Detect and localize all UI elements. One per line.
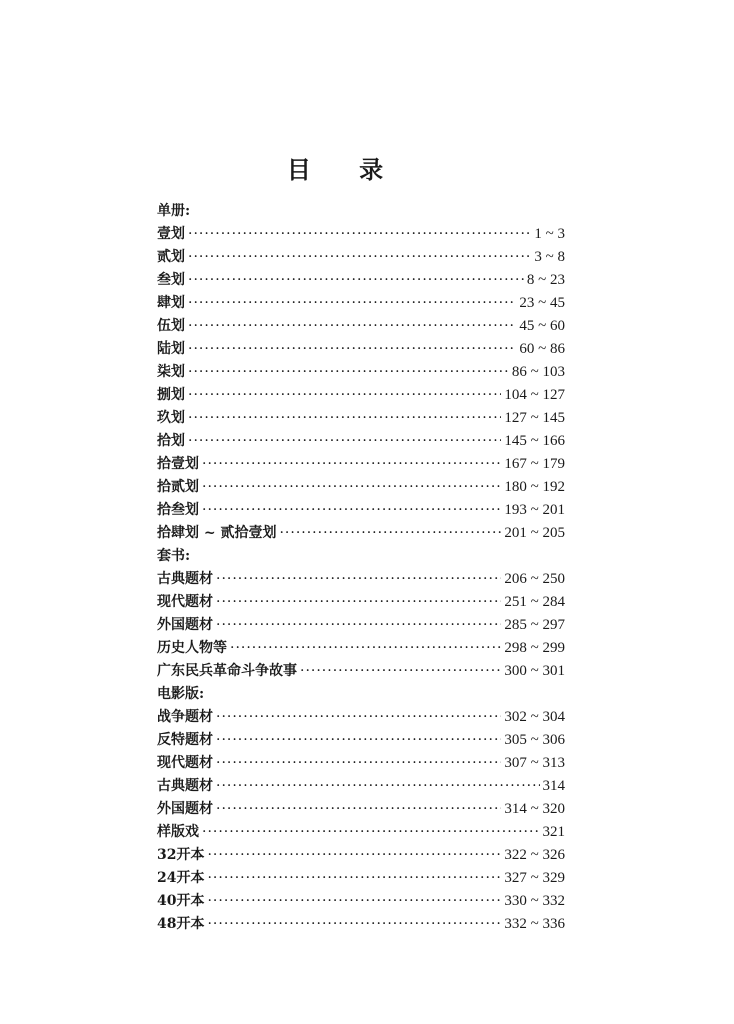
toc-entry <box>157 430 565 453</box>
dot-leader <box>188 292 516 315</box>
dot-leader <box>230 637 501 660</box>
toc-entry <box>157 729 565 752</box>
entry-pages: 300 ~ 301 <box>504 663 565 679</box>
entry-pages: 167 ~ 179 <box>504 456 565 472</box>
entry-label: 壹划 <box>157 226 185 242</box>
entry-pages: 307 ~ 313 <box>504 755 565 771</box>
toc-entry <box>157 913 565 936</box>
toc-entry <box>157 522 565 545</box>
dot-leader <box>188 246 531 269</box>
toc-entry <box>157 890 565 913</box>
entry-pages: 206 ~ 250 <box>504 571 565 587</box>
entry-pages: 330 ~ 332 <box>504 893 565 909</box>
entry-label: 拾贰划 <box>157 479 199 495</box>
dot-leader <box>202 476 501 499</box>
entry-label: 样版戏 <box>157 824 199 840</box>
entry-label: 32开本 <box>157 847 205 863</box>
entry-pages: 60 ~ 86 <box>519 341 565 357</box>
toc-entry <box>157 614 565 637</box>
toc-entry <box>157 775 565 798</box>
entry-pages: 201 ~ 205 <box>504 525 565 541</box>
section-heading: 单册: <box>157 203 191 219</box>
toc-entry <box>157 338 565 361</box>
entry-pages: 86 ~ 103 <box>511 364 565 380</box>
entry-pages: 23 ~ 45 <box>519 295 565 311</box>
entry-pages: 327 ~ 329 <box>504 870 565 886</box>
entry-label: 柒划 <box>157 364 185 380</box>
entry-label: 拾壹划 <box>157 456 199 472</box>
toc-entry <box>157 867 565 890</box>
entry-label: 叁划 <box>157 272 185 288</box>
dot-leader <box>188 430 501 453</box>
toc-entry <box>157 499 565 522</box>
dot-leader <box>207 890 501 913</box>
toc-entry <box>157 660 565 683</box>
entry-label: 拾划 <box>157 433 185 449</box>
toc-entry <box>157 407 565 430</box>
entry-label: 40开本 <box>157 893 205 909</box>
dot-leader <box>216 568 501 591</box>
dot-leader <box>207 844 501 867</box>
dot-leader <box>300 660 501 683</box>
toc-entry <box>157 315 565 338</box>
entry-pages: 302 ~ 304 <box>504 709 565 725</box>
page-title: 目 录 <box>286 155 404 184</box>
dot-leader <box>202 821 540 844</box>
entry-pages: 45 ~ 60 <box>519 318 565 334</box>
entry-pages: 321 <box>542 824 565 840</box>
entry-pages: 180 ~ 192 <box>504 479 565 495</box>
entry-label: 古典题材 <box>157 778 213 794</box>
dot-leader <box>216 775 540 798</box>
dot-leader <box>216 706 501 729</box>
entry-pages: 314 ~ 320 <box>504 801 565 817</box>
dot-leader <box>207 867 501 890</box>
dot-leader <box>188 338 516 361</box>
dot-leader <box>188 269 524 292</box>
toc-entry <box>157 844 565 867</box>
entry-label: 反特题材 <box>157 732 213 748</box>
dot-leader <box>188 361 509 384</box>
entry-label: 拾叁划 <box>157 502 199 518</box>
table-of-contents <box>157 200 565 936</box>
entry-pages: 145 ~ 166 <box>504 433 565 449</box>
toc-entry <box>157 568 565 591</box>
toc-entry <box>157 706 565 729</box>
dot-leader <box>207 913 501 936</box>
section-heading: 套书: <box>157 548 191 564</box>
toc-entry <box>157 752 565 775</box>
toc-entry <box>157 292 565 315</box>
entry-pages: 127 ~ 145 <box>504 410 565 426</box>
entry-pages: 193 ~ 201 <box>504 502 565 518</box>
entry-label: 肆划 <box>157 295 185 311</box>
entry-pages: 104 ~ 127 <box>504 387 565 403</box>
toc-entry <box>157 223 565 246</box>
dot-leader <box>188 223 531 246</box>
entry-pages: 332 ~ 336 <box>504 916 565 932</box>
dot-leader <box>279 522 501 545</box>
entry-pages: 314 <box>542 778 565 794</box>
entry-pages: 322 ~ 326 <box>504 847 565 863</box>
entry-pages: 298 ~ 299 <box>504 640 565 656</box>
toc-entry <box>157 821 565 844</box>
entry-label: 拾肆划 ~ 贰拾壹划 <box>157 525 277 541</box>
entry-label: 陆划 <box>157 341 185 357</box>
entry-pages: 285 ~ 297 <box>504 617 565 633</box>
entry-label: 24开本 <box>157 870 205 886</box>
entry-label: 战争题材 <box>157 709 213 725</box>
entry-label: 48开本 <box>157 916 205 932</box>
dot-leader <box>188 384 501 407</box>
entry-pages: 305 ~ 306 <box>504 732 565 748</box>
entry-label: 现代题材 <box>157 594 213 610</box>
dot-leader <box>216 752 501 775</box>
entry-pages: 8 ~ 23 <box>526 272 565 288</box>
entry-label: 玖划 <box>157 410 185 426</box>
dot-leader <box>216 798 501 821</box>
entry-label: 捌划 <box>157 387 185 403</box>
entry-label: 外国题材 <box>157 801 213 817</box>
dot-leader <box>188 315 516 338</box>
entry-label: 历史人物等 <box>157 640 227 656</box>
entry-label: 外国题材 <box>157 617 213 633</box>
dot-leader <box>202 499 501 522</box>
entry-label: 现代题材 <box>157 755 213 771</box>
entry-label: 广东民兵革命斗争故事 <box>157 663 297 679</box>
entry-pages: 1 ~ 3 <box>534 226 565 242</box>
toc-entry <box>157 798 565 821</box>
toc-entry <box>157 361 565 384</box>
entry-pages: 3 ~ 8 <box>534 249 565 265</box>
toc-entry <box>157 269 565 292</box>
toc-entry <box>157 476 565 499</box>
section-heading: 电影版: <box>157 686 205 702</box>
toc-entry <box>157 637 565 660</box>
dot-leader <box>216 591 501 614</box>
dot-leader <box>202 453 501 476</box>
dot-leader <box>216 729 501 752</box>
dot-leader <box>188 407 501 430</box>
toc-entry <box>157 246 565 269</box>
entry-label: 伍划 <box>157 318 185 334</box>
entry-pages: 251 ~ 284 <box>504 594 565 610</box>
entry-label: 古典题材 <box>157 571 213 587</box>
toc-entry <box>157 591 565 614</box>
toc-entry <box>157 453 565 476</box>
entry-label: 贰划 <box>157 249 185 265</box>
dot-leader <box>216 614 501 637</box>
toc-entry <box>157 384 565 407</box>
